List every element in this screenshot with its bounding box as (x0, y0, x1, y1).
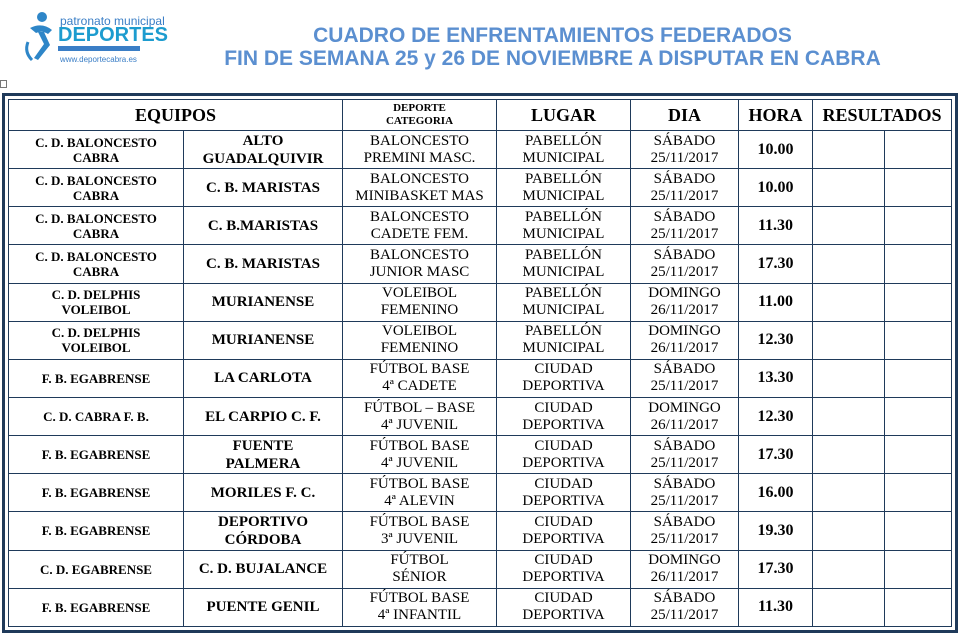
away-team-cell (184, 397, 343, 435)
table-row (9, 283, 952, 321)
title-line2: FIN DE SEMANA 25 y 26 DE NOVIEMBRE A DISPUTAR EN CABRA (224, 47, 881, 70)
day-cell (631, 588, 739, 626)
result-cell[interactable] (885, 436, 952, 474)
category-cell (343, 359, 497, 397)
title-line1: CUADRO DE ENFRENTAMIENTOS FEDERADOS (313, 24, 792, 47)
place-cell-line2: DEPORTIVA (522, 569, 605, 586)
away-team-cell-line1: EL CARPIO C. F. (205, 408, 321, 425)
result-cell[interactable] (813, 588, 885, 626)
result-cell[interactable] (813, 321, 885, 359)
hour-cell: 10.00 (739, 169, 813, 207)
category-cell-line2: CADETE FEM. (370, 225, 469, 242)
home-team-cell-line1: C. D. CABRA F. B. (43, 409, 149, 425)
header-hora: HORA (739, 100, 813, 131)
day-cell-line2: 26/11/2017 (650, 340, 719, 357)
day-cell-line2: 26/11/2017 (650, 302, 719, 319)
away-team-cell-line1: MURIANENSE (211, 332, 315, 349)
place-cell (497, 474, 631, 512)
away-team-cell-line1: C. B. MARISTAS (206, 179, 320, 196)
category-cell-line2: 4ª INFANTIL (377, 607, 462, 624)
table-row (9, 474, 952, 512)
header-row (9, 100, 952, 131)
day-cell (631, 397, 739, 435)
home-team-cell-line1: C. D. BALONCESTO (35, 248, 157, 264)
day-cell (631, 283, 739, 321)
place-cell-line1: PABELLÓN (525, 208, 602, 225)
category-cell-line1: FÚTBOL BASE (369, 437, 470, 454)
hour-cell: 10.00 (739, 131, 813, 169)
category-cell (343, 169, 497, 207)
day-cell-line1: SÁBADO (653, 170, 716, 187)
category-cell-line1: VOLEIBOL (382, 323, 457, 340)
result-cell[interactable] (813, 131, 885, 169)
place-cell-line2: MUNICIPAL (522, 302, 605, 319)
day-cell (631, 245, 739, 283)
day-cell-line1: DOMINGO (648, 552, 721, 569)
place-cell-line2: MUNICIPAL (522, 225, 605, 242)
place-cell-line1: CIUDAD (534, 399, 593, 416)
category-cell-line2: SÉNIOR (392, 569, 447, 586)
category-cell-line1: FÚTBOL – BASE (363, 399, 476, 416)
away-team-cell-line2: PALMERA (225, 455, 301, 472)
category-cell (343, 512, 497, 550)
header-deporte-line1: DEPORTE (393, 102, 446, 114)
result-cell[interactable] (885, 588, 952, 626)
home-team-cell (9, 512, 184, 550)
place-cell (497, 283, 631, 321)
category-cell-line1: BALONCESTO (370, 132, 469, 149)
away-team-cell-line1: PUENTE GENIL (206, 599, 320, 616)
day-cell-line2: 25/11/2017 (650, 225, 719, 242)
home-team-cell-line2: VOLEIBOL (61, 340, 131, 356)
place-cell-line1: CIUDAD (534, 552, 593, 569)
category-cell-line2: FEMENINO (380, 340, 459, 357)
place-cell (497, 207, 631, 245)
day-cell-line2: 25/11/2017 (650, 149, 719, 166)
category-cell (343, 588, 497, 626)
place-cell-line2: MUNICIPAL (522, 340, 605, 357)
category-cell-line1: BALONCESTO (370, 170, 469, 187)
away-team-cell-line2: CÓRDOBA (224, 531, 302, 548)
category-cell-line2: JUNIOR MASC (369, 263, 470, 280)
home-team-cell (9, 474, 184, 512)
day-cell (631, 131, 739, 169)
place-cell-line2: DEPORTIVA (522, 492, 605, 509)
place-cell-line1: PABELLÓN (525, 132, 602, 149)
place-cell (497, 436, 631, 474)
table-row (9, 588, 952, 626)
away-team-cell (184, 550, 343, 588)
away-team-cell (184, 283, 343, 321)
away-team-cell (184, 359, 343, 397)
result-cell[interactable] (813, 169, 885, 207)
home-team-cell (9, 588, 184, 626)
category-cell-line1: FÚTBOL BASE (369, 590, 470, 607)
category-cell-line1: FÚTBOL BASE (369, 513, 470, 530)
hour-cell: 11.00 (739, 283, 813, 321)
result-cell[interactable] (813, 207, 885, 245)
category-cell-line2: 4ª CADETE (382, 378, 457, 395)
result-cell[interactable] (885, 131, 952, 169)
away-team-cell (184, 169, 343, 207)
home-team-cell (9, 436, 184, 474)
result-cell[interactable] (813, 283, 885, 321)
header-dia: DIA (631, 100, 739, 131)
place-cell-line1: CIUDAD (534, 475, 593, 492)
athlete-figure-icon (20, 8, 60, 64)
place-cell (497, 397, 631, 435)
away-team-cell (184, 245, 343, 283)
result-cell[interactable] (885, 207, 952, 245)
day-cell-line1: DOMINGO (648, 323, 721, 340)
category-cell (343, 550, 497, 588)
day-cell-line1: DOMINGO (648, 399, 721, 416)
away-team-cell-line1: C. B. MARISTAS (206, 255, 320, 272)
place-cell-line2: DEPORTIVA (522, 454, 605, 471)
category-cell-line1: BALONCESTO (370, 208, 469, 225)
home-team-cell (9, 131, 184, 169)
result-cell[interactable] (885, 474, 952, 512)
place-cell-line2: MUNICIPAL (522, 263, 605, 280)
away-team-cell-line1: MURIANENSE (211, 294, 315, 311)
header-lugar: LUGAR (497, 100, 631, 131)
home-team-cell (9, 283, 184, 321)
day-cell-line2: 25/11/2017 (650, 263, 719, 280)
away-team-cell (184, 512, 343, 550)
result-cell[interactable] (813, 512, 885, 550)
day-cell-line2: 25/11/2017 (650, 187, 719, 204)
place-cell-line2: DEPORTIVA (522, 416, 605, 433)
place-cell (497, 512, 631, 550)
category-cell-line1: FÚTBOL BASE (369, 475, 470, 492)
place-cell-line1: PABELLÓN (525, 285, 602, 302)
place-cell (497, 169, 631, 207)
away-team-cell-line1: FUENTE (232, 437, 294, 454)
home-team-cell (9, 207, 184, 245)
away-team-cell (184, 321, 343, 359)
result-cell[interactable] (813, 550, 885, 588)
header-resultados: RESULTADOS (813, 100, 952, 131)
category-cell-line2: PREMINI MASC. (363, 149, 476, 166)
category-cell (343, 207, 497, 245)
result-cell[interactable] (813, 474, 885, 512)
day-cell-line1: SÁBADO (653, 208, 716, 225)
place-cell (497, 245, 631, 283)
category-cell (343, 397, 497, 435)
day-cell-line1: SÁBADO (653, 590, 716, 607)
category-cell-line1: FÚTBOL BASE (369, 361, 470, 378)
day-cell (631, 512, 739, 550)
table-row (9, 131, 952, 169)
day-cell (631, 169, 739, 207)
result-cell[interactable] (813, 245, 885, 283)
place-cell (497, 321, 631, 359)
category-cell-line2: 4ª JUVENIL (380, 416, 459, 433)
away-team-cell-line2: GUADALQUIVIR (202, 150, 324, 167)
place-cell (497, 588, 631, 626)
category-cell (343, 245, 497, 283)
home-team-cell (9, 321, 184, 359)
day-cell-line2: 26/11/2017 (650, 416, 719, 433)
place-cell (497, 131, 631, 169)
day-cell-line1: SÁBADO (653, 475, 716, 492)
hour-cell: 12.30 (739, 397, 813, 435)
category-cell (343, 131, 497, 169)
home-team-cell-line1: C. D. BALONCESTO (35, 172, 157, 188)
table-row (9, 512, 952, 550)
home-team-cell-line1: F. B. EGABRENSE (41, 485, 151, 501)
away-team-cell (184, 207, 343, 245)
logo-line2: DEPORTES (58, 24, 169, 46)
day-cell-line1: SÁBADO (653, 361, 716, 378)
day-cell-line1: SÁBADO (653, 246, 716, 263)
home-team-cell-line1: C. D. DELPHIS (51, 287, 141, 303)
place-cell (497, 359, 631, 397)
result-cell[interactable] (813, 436, 885, 474)
hour-cell: 17.30 (739, 436, 813, 474)
table-row (9, 397, 952, 435)
table-row (9, 321, 952, 359)
place-cell-line1: CIUDAD (534, 437, 593, 454)
result-cell[interactable] (813, 359, 885, 397)
home-team-cell-line2: CABRA (72, 263, 120, 279)
hour-cell: 12.30 (739, 321, 813, 359)
hour-cell: 17.30 (739, 550, 813, 588)
category-cell-line1: FÚTBOL (390, 552, 449, 569)
place-cell-line2: DEPORTIVA (522, 607, 605, 624)
table-row (9, 436, 952, 474)
day-cell-line2: 25/11/2017 (650, 530, 719, 547)
place-cell-line1: PABELLÓN (525, 323, 602, 340)
result-cell[interactable] (885, 245, 952, 283)
day-cell-line1: SÁBADO (653, 513, 716, 530)
day-cell-line2: 25/11/2017 (650, 492, 719, 509)
place-cell-line1: CIUDAD (534, 361, 593, 378)
place-cell-line1: CIUDAD (534, 590, 593, 607)
place-cell-line2: MUNICIPAL (522, 149, 605, 166)
home-team-cell-line2: CABRA (72, 187, 120, 203)
paragraph-marker-icon (0, 80, 7, 88)
place-cell-line1: CIUDAD (534, 513, 593, 530)
table-row (9, 245, 952, 283)
category-cell-line2: MINIBASKET MAS (355, 187, 484, 204)
away-team-cell-line1: C. B.MARISTAS (207, 217, 319, 234)
home-team-cell-line2: VOLEIBOL (61, 302, 131, 318)
category-cell (343, 436, 497, 474)
header-deporte-line2: CATEGORIA (385, 115, 454, 127)
category-cell-line1: VOLEIBOL (382, 285, 457, 302)
day-cell (631, 207, 739, 245)
place-cell-line1: PABELLÓN (525, 170, 602, 187)
away-team-cell-line1: ALTO (242, 132, 284, 149)
header-deporte (343, 100, 497, 131)
place-cell-line2: DEPORTIVA (522, 530, 605, 547)
away-team-cell (184, 131, 343, 169)
home-team-cell-line1: C. D. DELPHIS (51, 325, 141, 341)
hour-cell: 11.30 (739, 207, 813, 245)
day-cell-line1: SÁBADO (653, 132, 716, 149)
away-team-cell-line1: C. D. BUJALANCE (198, 561, 328, 578)
result-cell[interactable] (885, 512, 952, 550)
header-equipos: EQUIPOS (9, 100, 343, 131)
result-cell[interactable] (813, 397, 885, 435)
home-team-cell (9, 550, 184, 588)
table-row (9, 169, 952, 207)
category-cell (343, 321, 497, 359)
away-team-cell-line1: MORILES F. C. (210, 484, 316, 501)
home-team-cell (9, 245, 184, 283)
category-cell (343, 474, 497, 512)
day-cell (631, 474, 739, 512)
away-team-cell (184, 436, 343, 474)
away-team-cell (184, 588, 343, 626)
category-cell-line1: BALONCESTO (370, 246, 469, 263)
category-cell-line2: 4ª ALEVIN (384, 492, 455, 509)
hour-cell: 17.30 (739, 245, 813, 283)
result-cell[interactable] (885, 321, 952, 359)
home-team-cell-line1: C. D. EGABRENSE (40, 561, 152, 577)
home-team-cell-line1: F. B. EGABRENSE (41, 523, 151, 539)
home-team-cell (9, 359, 184, 397)
home-team-cell-line1: C. D. BALONCESTO (35, 134, 157, 150)
home-team-cell-line1: F. B. EGABRENSE (41, 599, 151, 615)
day-cell (631, 321, 739, 359)
result-cell[interactable] (885, 169, 952, 207)
away-team-cell (184, 474, 343, 512)
day-cell (631, 436, 739, 474)
place-cell (497, 550, 631, 588)
home-team-cell-line1: C. D. BALONCESTO (35, 210, 157, 226)
place-cell-line2: DEPORTIVA (522, 378, 605, 395)
table-row (9, 359, 952, 397)
home-team-cell-line1: F. B. EGABRENSE (41, 370, 151, 386)
category-cell (343, 283, 497, 321)
place-cell-line2: MUNICIPAL (522, 187, 605, 204)
logo-line1: patronato municipal (60, 14, 165, 28)
away-team-cell-line1: DEPORTIVO (217, 513, 308, 530)
day-cell-line1: DOMINGO (648, 285, 721, 302)
home-team-cell (9, 397, 184, 435)
day-cell-line1: SÁBADO (653, 437, 716, 454)
result-cell[interactable] (885, 550, 952, 588)
category-cell-line2: 3ª JUVENIL (380, 530, 459, 547)
hour-cell: 19.30 (739, 512, 813, 550)
home-team-cell-line2: CABRA (72, 225, 120, 241)
hour-cell: 16.00 (739, 474, 813, 512)
home-team-cell-line2: CABRA (72, 149, 120, 165)
result-cell[interactable] (885, 359, 952, 397)
result-cell[interactable] (885, 397, 952, 435)
logo-website: www.deportecabra.es (60, 55, 137, 64)
home-team-cell (9, 169, 184, 207)
fixtures-table (8, 99, 952, 627)
day-cell (631, 550, 739, 588)
day-cell-line2: 25/11/2017 (650, 378, 719, 395)
day-cell-line2: 25/11/2017 (650, 454, 719, 471)
hour-cell: 11.30 (739, 588, 813, 626)
home-team-cell-line1: F. B. EGABRENSE (41, 447, 151, 463)
hour-cell: 13.30 (739, 359, 813, 397)
table-row (9, 207, 952, 245)
logo-divider (58, 46, 140, 51)
table-row (9, 550, 952, 588)
category-cell-line2: 4ª JUVENIL (380, 454, 459, 471)
day-cell-line2: 26/11/2017 (650, 569, 719, 586)
place-cell-line1: PABELLÓN (525, 246, 602, 263)
away-team-cell-line1: LA CARLOTA (214, 370, 312, 387)
category-cell-line2: FEMENINO (380, 302, 459, 319)
fixtures-body (9, 131, 952, 627)
day-cell (631, 359, 739, 397)
day-cell-line2: 25/11/2017 (650, 607, 719, 624)
result-cell[interactable] (885, 283, 952, 321)
